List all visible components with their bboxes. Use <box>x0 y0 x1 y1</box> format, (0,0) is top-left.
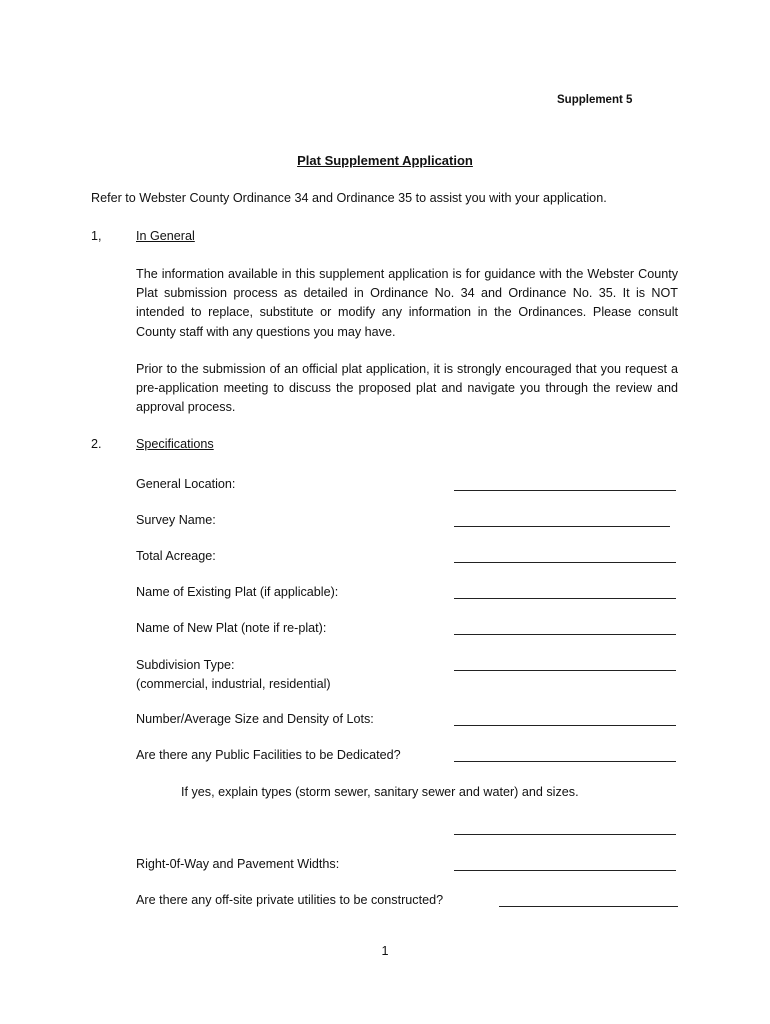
field-label-subdivision-type: Subdivision Type: <box>136 658 235 672</box>
field-label-new-plat: Name of New Plat (note if re-plat): <box>136 621 327 635</box>
field-label-offsite-utilities: Are there any off-site private utilities to be constructed? <box>136 893 444 907</box>
field-label-right-of-way: Right-0f-Way and Pavement Widths: <box>136 857 340 871</box>
section-1-paragraph-2: Prior to the submission of an official plat application, it is strongly encouraged that you request a pre-application meeting to discuss the proposed plat and navigate you through the review and approval process. <box>136 362 678 415</box>
supplement-label: Supplement 5 <box>557 94 633 106</box>
field-input-existing-plat[interactable] <box>454 598 676 599</box>
field-input-public-facilities[interactable] <box>454 761 676 762</box>
field-input-total-acreage[interactable] <box>454 562 676 563</box>
field-label-total-acreage: Total Acreage: <box>136 549 216 563</box>
field-label-lots: Number/Average Size and Density of Lots: <box>136 712 374 726</box>
field-sublabel-subdivision-type: (commercial, industrial, residential) <box>136 677 331 691</box>
field-input-subdivision-type[interactable] <box>454 670 676 671</box>
field-input-offsite-utilities[interactable] <box>499 906 678 907</box>
field-input-survey-name[interactable] <box>454 526 670 527</box>
field-input-new-plat[interactable] <box>454 634 676 635</box>
field-label-public-facilities: Are there any Public Facilities to be Dedicated? <box>136 748 401 762</box>
field-label-facility-types: If yes, explain types (storm sewer, sanitary sewer and water) and sizes. <box>181 785 579 799</box>
page-number: 1 <box>381 944 389 958</box>
field-input-lots[interactable] <box>454 725 676 726</box>
field-input-general-location[interactable] <box>454 490 676 491</box>
section-1-paragraph-1: The information available in this supplement application is for guidance with the Webster County Plat submission process as detailed in Ordinance No. 34 and Ordinance No. 35. It is NOT intended to replace, substitute or modify any information in the Ordinances. Please consult County staff with any questions you may have. <box>136 267 678 339</box>
section-2-heading: Specifications <box>136 437 214 451</box>
field-label-general-location: General Location: <box>136 477 236 491</box>
field-label-survey-name: Survey Name: <box>136 513 216 527</box>
field-label-existing-plat: Name of Existing Plat (if applicable): <box>136 585 339 599</box>
section-1-number: 1, <box>91 229 102 243</box>
section-1-heading: In General <box>136 229 195 243</box>
field-input-right-of-way[interactable] <box>454 870 676 871</box>
section-2-number: 2. <box>91 437 102 451</box>
intro-text: Refer to Webster County Ordinance 34 and Ordinance 35 to assist you with your application. <box>91 191 607 205</box>
page-title: Plat Supplement Application <box>297 153 473 168</box>
field-input-facility-types[interactable] <box>454 834 676 835</box>
